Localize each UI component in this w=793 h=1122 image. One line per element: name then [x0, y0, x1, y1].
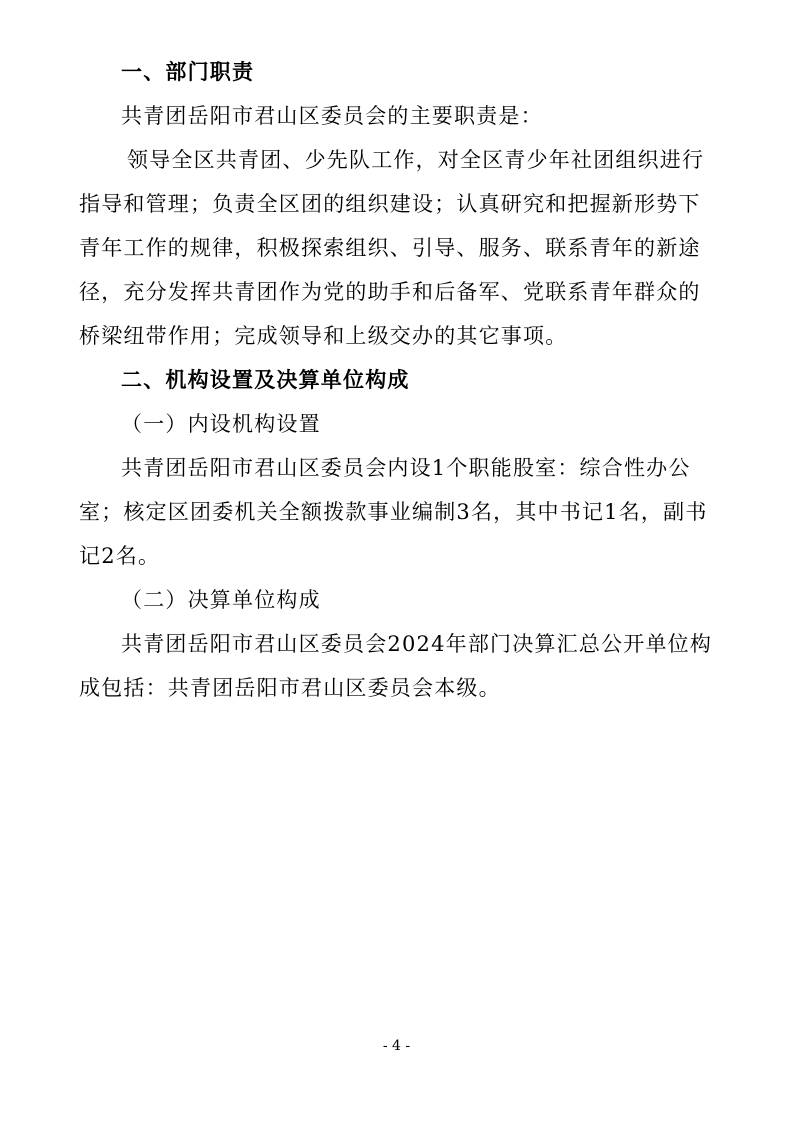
document-body [79, 50, 719, 710]
section-heading-organization: 二、机构设置及决算单位构成 [121, 368, 410, 392]
section-heading-responsibilities: 一、部门职责 [121, 60, 255, 84]
subsection-heading-internal-structure: （一）内设机构设置 [121, 412, 321, 436]
subsection-heading-budget-units: （二）决算单位构成 [121, 588, 321, 612]
page-number: - 4 - [382, 1038, 411, 1054]
internal-structure-body: 共青团岳阳市君山区委员会内设1个职能股室：综合性办公室；核定区团委机关全额拨款事业编制3名，其中书记1名，副书记2名。 [79, 456, 708, 568]
budget-units-body: 共青团岳阳市君山区委员会2024年部门决算汇总公开单位构成包括：共青团岳阳市君山区委员会本级。 [79, 632, 713, 700]
responsibilities-body: 领导全区共青团、少先队工作，对全区青少年社团组织进行指导和管理；负责全区团的组织建设；认真研究和把握新形势下青年工作的规律，积极探索组织、引导、服务、联系青年的新途径，充分发挥共青团作为党的助手和后备军、党联系青年群众的桥梁纽带作用；完成领导和上级交办的其它事项。 [79, 148, 705, 348]
responsibilities-intro: 共青团岳阳市君山区委员会的主要职责是： [121, 104, 543, 128]
